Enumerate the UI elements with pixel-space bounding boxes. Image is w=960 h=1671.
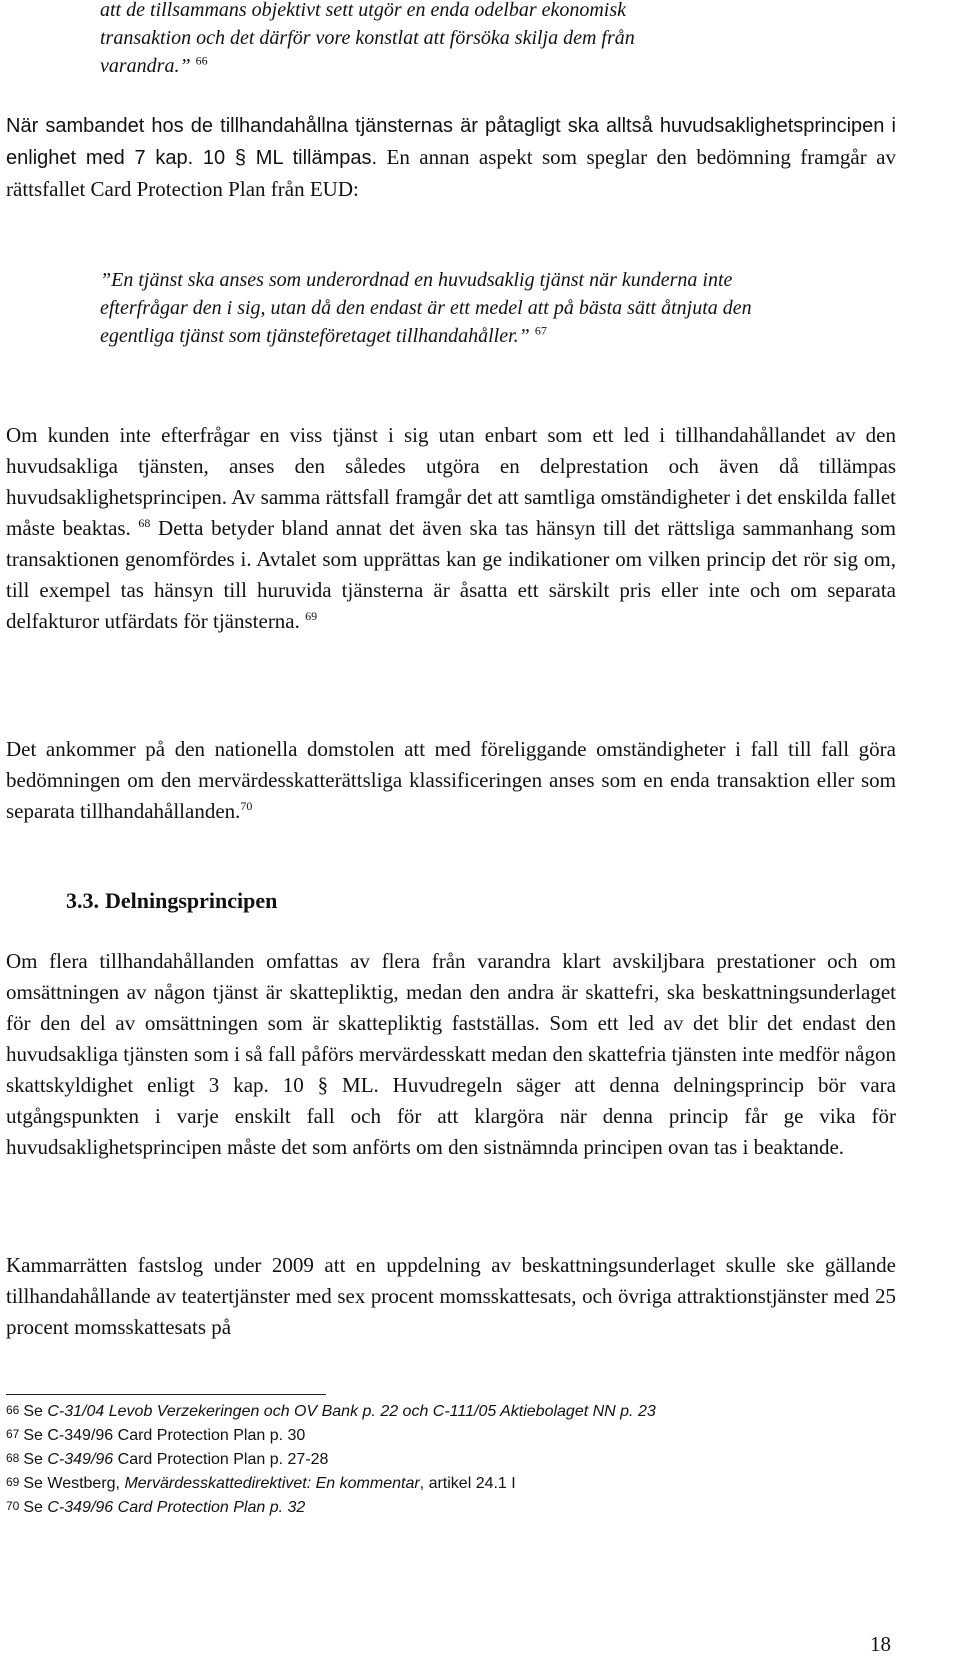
footnote-ref: 70 — [240, 799, 253, 813]
footnote-number: 70 — [6, 1499, 20, 1513]
footnote-text: Se C-349/96 Card Protection Plan p. 30 — [23, 1427, 306, 1444]
footnote-ref: 66 — [195, 53, 208, 68]
footnote — [6, 1424, 906, 1448]
block-quote-text: ”En tjänst ska anses som underordnad en huvudsaklig tjänst när kunderna inte efterfrågar den i sig, utan då den endast är ett medel att på bästa sätt åtnjuta den egentliga tjänst som tjänsteföretaget tillhandahåller.” — [100, 269, 752, 347]
footnote-text: Mervärdesskattedirektivet: En kommentar — [124, 1475, 420, 1492]
paragraph-text: Detta betyder bland annat det även ska tas hänsyn till det rättsliga sammanhang som transaktionen genomfördes i. Avtalet som upprättas kan ge indikationer om vilken princip det rör sig om, till exempel tas hänsyn till huruvida tjänsterna är åsatta ett särskilt pris eller inte och om separata delfakturor utfärdats för tjänsterna. — [6, 516, 897, 633]
paragraph-text: En annan aspekt som speglar den bedömning framgår av rättsfallet Card Protection Plan från EUD: — [6, 145, 896, 201]
footnote-text: Se — [23, 1499, 48, 1516]
footnote-ref: 67 — [534, 323, 547, 338]
page-number: 18 — [870, 1632, 891, 1656]
footnote-number: 67 — [6, 1427, 20, 1441]
paragraph-text: Om flera tillhandahållanden omfattas av flera från varandra klart avskiljbara prestationer och om omsättningen av någon tjänst är skattepliktig, medan den andra är skattefri, ska beskattningsunderlaget för den del av omsättningen som är skattepliktig fastställas. Som ett led av det blir det endast den huvudsakliga tjänsten som i så fall påförs mervärdesskatt medan den skattefria tjänsten inte medför någon skattskyldighet enligt 3 kap. 10 § ML. Huvudregeln säger att denna delningsprincip bör vara utgångspunkten i varje enskilt fall och för att klargöra när denna princip får ge vika för huvudsaklighetsprincipen måste det som anförts om den sistnämnda principen ovan tas i beaktande. — [6, 949, 896, 1159]
footnotes — [6, 1400, 906, 1520]
footnote-text: C-31/04 Levob Verzekeringen och OV Bank p. 22 och C-111/05 Aktiebolaget NN p. 23 — [47, 1403, 656, 1420]
footnote-text: Se Westberg, — [23, 1475, 125, 1492]
footnote-text: C-349/96 — [47, 1451, 114, 1468]
footnote-number: 68 — [6, 1451, 20, 1465]
intro-quote-line: att de tillsammans objektivt sett utgör en enda odelbar ekonomisk — [100, 0, 627, 21]
paragraph — [6, 420, 896, 637]
footnote — [6, 1400, 906, 1424]
footnote-ref: 68 — [138, 516, 151, 530]
footnote-text: , artikel 24.1 I — [419, 1475, 516, 1492]
paragraph — [6, 110, 896, 205]
block-quote — [100, 266, 800, 350]
footnote-text: Se — [23, 1403, 48, 1420]
footnote-text: C-349/96 Card Protection Plan p. 32 — [47, 1499, 306, 1516]
section-number: 3.3. — [66, 888, 99, 913]
paragraph — [6, 734, 896, 827]
paragraph-text: Det ankommer på den nationella domstolen att med föreliggande omständigheter i fall till fall göra bedömningen om den mervärdesskatterättsliga klassificeringen anses som en enda transaktion eller som separata tillhandahållanden. — [6, 737, 896, 823]
intro-quote-line: transaktion och det därför vore konstlat att försöka skilja dem från — [100, 27, 635, 49]
section-title: Delningsprincipen — [105, 888, 278, 913]
footnote — [6, 1448, 906, 1472]
paragraph — [6, 1250, 896, 1343]
footnote — [6, 1472, 906, 1496]
paragraph — [6, 946, 896, 1163]
footnote-text: Se — [23, 1451, 48, 1468]
intro-quote-line: varandra.” — [100, 55, 191, 77]
footnote-ref: 69 — [305, 609, 318, 623]
paragraph-text: Om kunden inte efterfrågar en viss tjänst i sig utan enbart som ett led i tillhandahållandet av den huvudsakliga tjänsten, anses den således utgöra en delprestation och även då tillämpas huvudsaklighetsprincipen. Av samma rättsfall framgår det att samtliga omständigheter i det enskilda fallet måste beaktas. — [6, 423, 896, 540]
footnote-divider — [6, 1394, 326, 1395]
footnote-number: 69 — [6, 1475, 20, 1489]
footnote-text: Card Protection Plan p. 27-28 — [113, 1451, 329, 1468]
paragraph-text: När sambandet hos de tillhandahållna tjänsternas är påtagligt ska alltså huvudsaklighetsprincipen i enlighet med 7 kap. 10 § ML tillämpas. — [6, 115, 896, 169]
intro-quote — [100, 0, 800, 80]
footnote-number: 66 — [6, 1403, 20, 1417]
footnote — [6, 1496, 906, 1520]
section-heading — [66, 888, 283, 914]
paragraph-text: Kammarrätten fastslog under 2009 att en uppdelning av beskattningsunderlaget skulle ske gällande tillhandahållande av teatertjänster med sex procent momsskattesats, och övriga attraktionstjänster med 25 procent momsskattesats på — [6, 1253, 896, 1339]
